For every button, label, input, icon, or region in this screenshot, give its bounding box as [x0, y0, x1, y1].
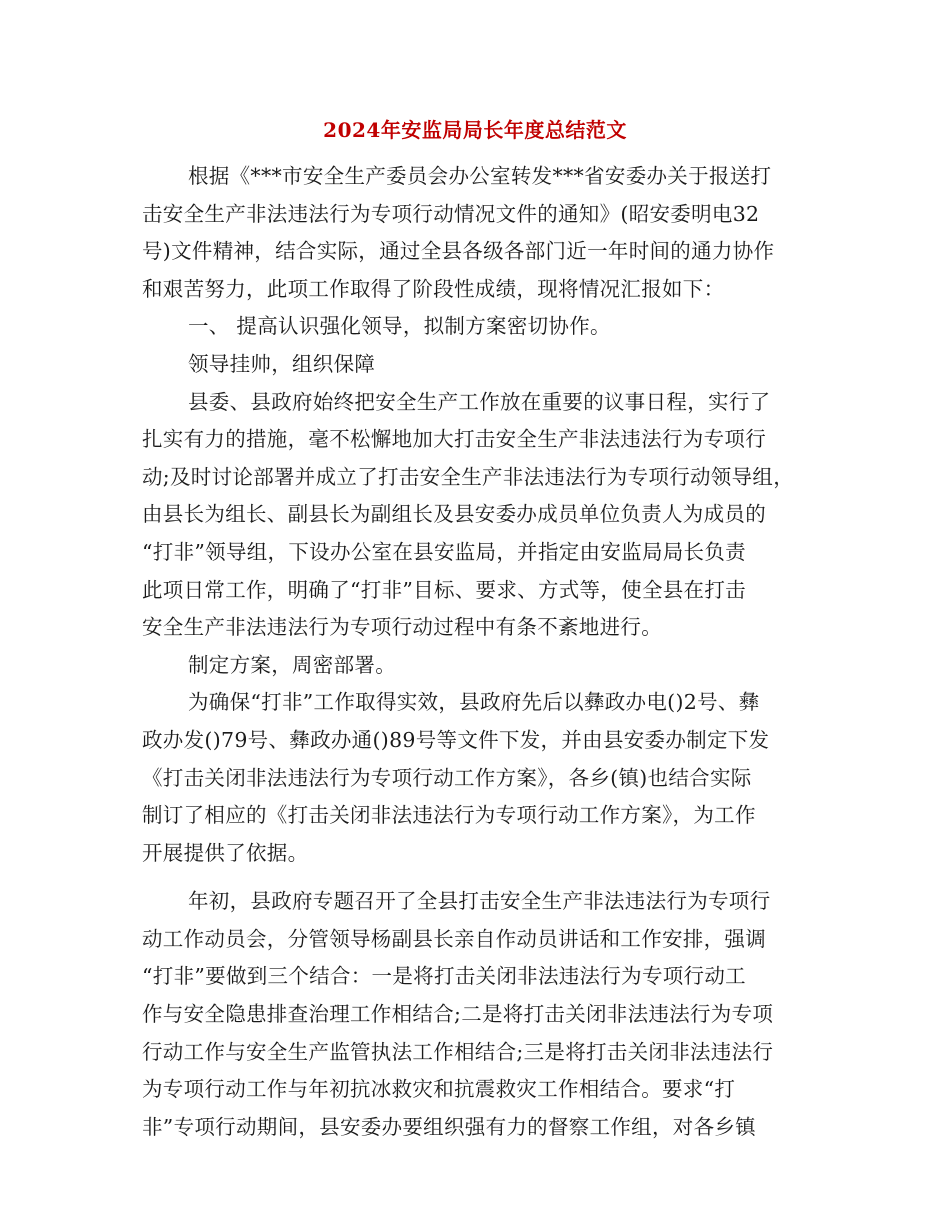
paragraph-line: 安全生产非法违法行为专项行动过程中有条不紊地进行。: [142, 615, 662, 640]
paragraph-line: 作与安全隐患排查治理工作相结合;二是将打击关闭非法违法行为专项: [142, 1002, 774, 1027]
paragraph-line: 政办发()79号、彝政办通()89号等文件下发，并由县安委办制定下发: [142, 727, 770, 752]
paragraph-line: 年初，县政府专题召开了全县打击安全生产非法违法行为专项行: [188, 889, 771, 914]
paragraph-line: 非”专项行动期间，县安委办要组织强有力的督察工作组，对各乡镇: [142, 1114, 756, 1139]
paragraph-line: 为专项行动工作与年初抗冰救灾和抗震救灾工作相结合。要求“打: [142, 1077, 736, 1102]
paragraph-line: 制订了相应的《打击关闭非法违法行为专项行动工作方案》，为工作: [142, 803, 756, 828]
paragraph-line: 此项日常工作，明确了“打非”目标、要求、方式等，使全县在打击: [142, 577, 746, 602]
paragraph-line: 动工作动员会，分管领导杨副县长亲自作动员讲话和工作安排，强调: [142, 926, 766, 951]
paragraph-line: 扎实有力的措施，毫不松懈地加大打击安全生产非法违法行为专项行: [142, 427, 766, 452]
paragraph-line: 和艰苦努力，此项工作取得了阶段性成绩，现将情况汇报如下：: [142, 276, 725, 301]
document-title: 2024年安监局局长年度总结范文: [323, 118, 627, 142]
paragraph-line: 击安全生产非法违法行为专项行动情况文件的通知》(昭安委明电32: [142, 201, 760, 226]
section-heading: 一、 提高认识强化领导，拟制方案密切协作。: [188, 314, 611, 339]
subsection-heading: 制定方案，周密部署。: [188, 652, 396, 677]
paragraph-line: 开展提供了依据。: [142, 840, 309, 865]
paragraph-line: 行动工作与安全生产监管执法工作相结合;三是将打击关闭非法违法行: [142, 1039, 774, 1064]
paragraph-gap: [142, 872, 810, 883]
paragraph-line: 号)文件精神，结合实际，通过全县各级各部门近一年时间的通力协作: [142, 239, 775, 264]
subsection-heading: 领导挂帅，组织保障: [188, 351, 376, 376]
paragraph-line: 县委、县政府始终把安全生产工作放在重要的议事日程，实行了: [188, 389, 771, 414]
document-body: [142, 158, 810, 1146]
paragraph-line: 由县长为组长、副县长为副组长及县安委办成员单位负责人为成员的: [142, 502, 766, 527]
paragraph-line: “打非”要做到三个结合：一是将打击关闭非法违法行为专项行动工: [142, 964, 746, 989]
paragraph-line: 《打击关闭非法违法行为专项行动工作方案》，各乡(镇)也结合实际: [142, 765, 752, 790]
paragraph-line: 动;及时讨论部署并成立了打击安全生产非法违法行为专项行动领导组，: [142, 464, 795, 489]
paragraph-line: 根据《***市安全生产委员会办公室转发***省安委办关于报送打: [188, 164, 772, 188]
paragraph-line: 为确保“打非”工作取得实效，县政府先后以彝政办电()2号、彝: [188, 690, 760, 715]
paragraph-line: “打非”领导组，下设办公室在县安监局，并指定由安监局局长负责: [142, 539, 746, 564]
